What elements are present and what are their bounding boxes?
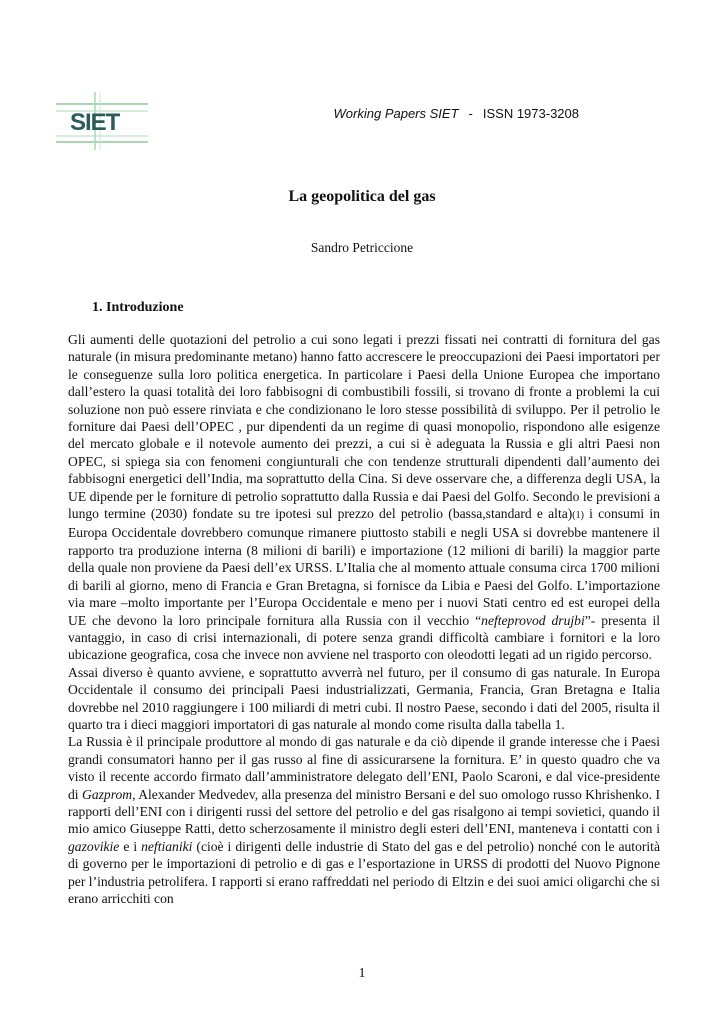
p3-text-b: , Alexander Medvedev, alla presenza del ministro Bersani e del suo omologo russo Khrishenko. I rapporti dell’ENI con i dirigenti russi del settore del petrolio e del gas risalgono ai tempi sovietici, quando il mio amico Giuseppe Ratti, detto scherzosamente il ministro degli esteri dell’ENI, manteneva i contatti con i bbox=[68, 786, 660, 837]
p3-italic-1: Gazprom bbox=[82, 786, 133, 802]
siet-logo bbox=[56, 92, 148, 150]
paper-title: La geopolitica del gas bbox=[288, 188, 436, 205]
body-text bbox=[68, 331, 660, 907]
p1-text-a: Gli aumenti delle quotazioni del petrolio a cui sono legati i prezzi fissati nei contratti di fornitura del gas naturale (in misura predominante metano) hanno fatto accrescere le preoccupazioni dei Paesi importatori per le conseguenze sulla loro politica energetica. In particolare i Paesi della Unione Europea che importano dall’estero la quasi totalità dei loro fabbisogni di combustibili fossili, si trovano di fronte a problemi la cui soluzione non può essere rinviata e che condizionano le loro stesse possibilità di sviluppo. Per il petrolio le forniture dai Paesi dell’OPEC , pur dipendenti da un regime di quasi monopolio, rispondono alle esigenze del mercato globale e il notevole aumento dei prezzi, a cui si è adeguata la Russia e gli altri Paesi non OPEC, si spiega sia con fenomeni congiunturali che con tendenze strutturali dipendenti dall’aumento dei fabbisogni energetici dell’India, ma soprattutto della Cina. Si deve osservare che, a differenza degli USA, la UE dipende per le forniture di petrolio soprattutto dalla Russia e dai Paesi del Golfo. Secondo le previsioni a lungo termine (2030) fondate su tre ipotesi sul prezzo del petrolio (bassa,standard e alta) bbox=[68, 332, 660, 522]
section-heading: 1. Introduzione bbox=[92, 300, 184, 315]
running-header bbox=[334, 106, 579, 121]
p3-text-d: (cioè i dirigenti delle industrie di Stato del gas e del petrolio) nonché con le autorità di governo per le importazioni di petrolio e di gas e l’esportazione in URSS di prodotti del Nuovo Pignone per l’industria petrolifera. I rapporti si erano raffreddati nel periodo di Eltzin e dei suoi amici oligarchi che si erano arricchiti con bbox=[68, 838, 660, 906]
header-issn: ISSN 1973-3208 bbox=[482, 106, 579, 121]
p1-text-b: i consumi in Europa Occidentale dovrebbero comunque rimanere piuttosto stabili e negli USA si dovrebbe mantenere il rapporto tra produzione interna (8 milioni di barili) e importazione (12 milioni di barili) la maggior parte della quale non proviene da Paesi dell’ex URSS. L’Italia che al momento attuale consuma circa 1700 milioni di barili al giorno, meno di Francia e Gran Bretagna, si fornisce da Libia e Paesi del Golfo. L’importazione via mare –molto importante per l’Europa Occidentale e meno per i nuovi Stati centro ed est europei della UE che devono la loro principale fornitura alla Russia con il vecchio “ bbox=[68, 506, 660, 628]
p3-italic-3: neftianiki bbox=[141, 838, 193, 854]
header-separator: - bbox=[468, 106, 473, 121]
p1-text-c: ”- presenta il vantaggio, in caso di crisi internazionali, di potere senza grandi difficoltà cambiare i fornitori e la loro ubicazione geografica, cosa che invece non avviene nel trasporto con oleodotti legati ad un rigido percorso. bbox=[68, 612, 660, 663]
p3-text-a: La Russia è il principale produttore al mondo di gas naturale e da ciò dipende il grande interesse che i Paesi grandi consumatori hanno per il gas russo al fine di assicurarsene la fornitura. E’ in questo quadro che va visto il recente accordo firmato dall’amministratore delegato dell’ENI, Paolo Scaroni, e dal vice-presidente di bbox=[68, 734, 660, 802]
footnote-ref-1[interactable]: (1) bbox=[572, 510, 584, 522]
siet-logo-graphic bbox=[56, 92, 148, 150]
p1-italic: nefteprovod drujbi bbox=[481, 612, 585, 628]
author-name: Sandro Petriccione bbox=[310, 240, 414, 255]
paragraph-3 bbox=[68, 733, 660, 907]
paragraph-1 bbox=[68, 331, 660, 664]
paragraph-2: Assai diverso è quanto avviene, e soprattutto avverrà nel futuro, per il consumo di gas naturale. In Europa Occidentale il consumo dei principali Paesi industrializzati, Germania, Francia, Gran Bretagna e Italia dovrebbe nel 2010 raggiungere i 100 miliardi di metri cubi. Il nostro Paese, secondo i dati del 2005, risulta il quarto tra i dieci maggiori importatori di gas naturale al mondo come risulta dalla tabella 1. bbox=[68, 664, 660, 732]
p3-text-c: e i bbox=[119, 838, 142, 854]
p3-italic-2: gazovikie bbox=[68, 838, 120, 854]
svg-text:SIET: SIET bbox=[70, 109, 120, 136]
page-number: 1 bbox=[358, 966, 366, 981]
header-series: Working Papers SIET bbox=[333, 106, 459, 121]
